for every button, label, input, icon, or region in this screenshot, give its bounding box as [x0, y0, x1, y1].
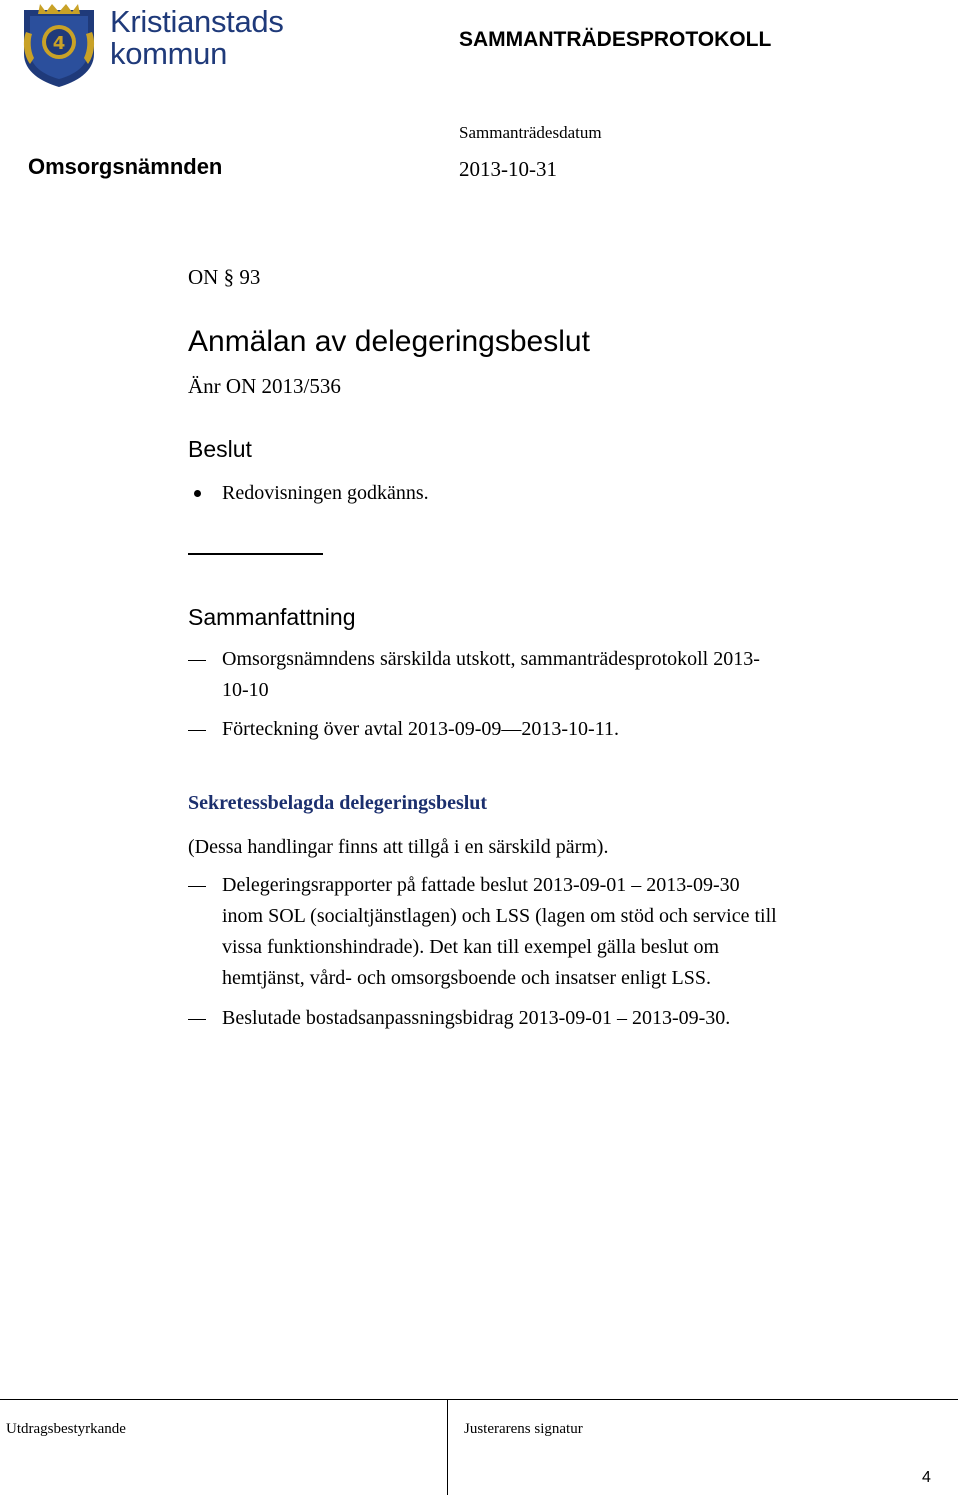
case-number: Änr ON 2013/536: [188, 374, 341, 398]
board-name: Omsorgsnämnden: [28, 154, 223, 179]
decision-heading: Beslut: [188, 436, 252, 462]
meeting-date-label: Sammanträdesdatum: [459, 123, 602, 142]
brand-line-2: kommun: [110, 36, 228, 71]
svg-text:4: 4: [52, 33, 66, 54]
brand-line-1: Kristianstads: [110, 4, 284, 39]
paragraph-number: ON § 93: [188, 265, 261, 289]
confidential-item-1-line-2: inom SOL (socialtjänstlagen) och LSS (lagen om stöd och service till: [222, 905, 777, 927]
confidential-heading: Sekretessbelagda delegeringsbeslut: [188, 792, 488, 814]
document-title: SAMMANTRÄDESPROTOKOLL: [459, 28, 772, 51]
summary-heading: Sammanfattning: [188, 604, 356, 630]
footer-divider: [447, 1399, 448, 1495]
dash-icon: [188, 730, 206, 731]
confidential-item-1-line-3: vissa funktionshindrade). Det kan till exempel gälla beslut om: [222, 936, 720, 958]
summary-item-1-line-2: 10-10: [222, 679, 269, 701]
dash-icon: [188, 660, 206, 661]
footer-certification-label: Utdragsbestyrkande: [6, 1421, 126, 1437]
bullet-icon: [194, 490, 201, 497]
confidential-item-1-line-4: hemtjänst, vård- och omsorgsboende och insatser enligt LSS.: [222, 967, 711, 989]
meeting-date-value: 2013-10-31: [459, 157, 557, 181]
municipality-crest-logo: [20, 2, 98, 88]
footer-signature-label: Justerarens signatur: [464, 1421, 583, 1437]
brand-name: [110, 6, 284, 69]
summary-item-2: Förteckning över avtal 2013-09-09—2013-10-11.: [222, 718, 619, 740]
page-number: 4: [922, 1469, 931, 1486]
dash-icon: [188, 886, 206, 887]
divider-rule: [188, 553, 323, 555]
confidential-item-1-line-1: Delegeringsrapporter på fattade beslut 2013-09-01 – 2013-09-30: [222, 874, 740, 896]
dash-icon: [188, 1019, 206, 1020]
decision-item: Redovisningen godkänns.: [222, 482, 429, 504]
confidential-item-2: Beslutade bostadsanpassningsbidrag 2013-09-01 – 2013-09-30.: [222, 1007, 731, 1029]
page-title: Anmälan av delegeringsbeslut: [188, 325, 590, 358]
summary-item-1-line-1: Omsorgsnämndens särskilda utskott, sammanträdesprotokoll 2013-: [222, 648, 760, 670]
footer-rule: [0, 1399, 958, 1400]
confidential-note: (Dessa handlingar finns att tillgå i en särskild pärm).: [188, 836, 609, 858]
